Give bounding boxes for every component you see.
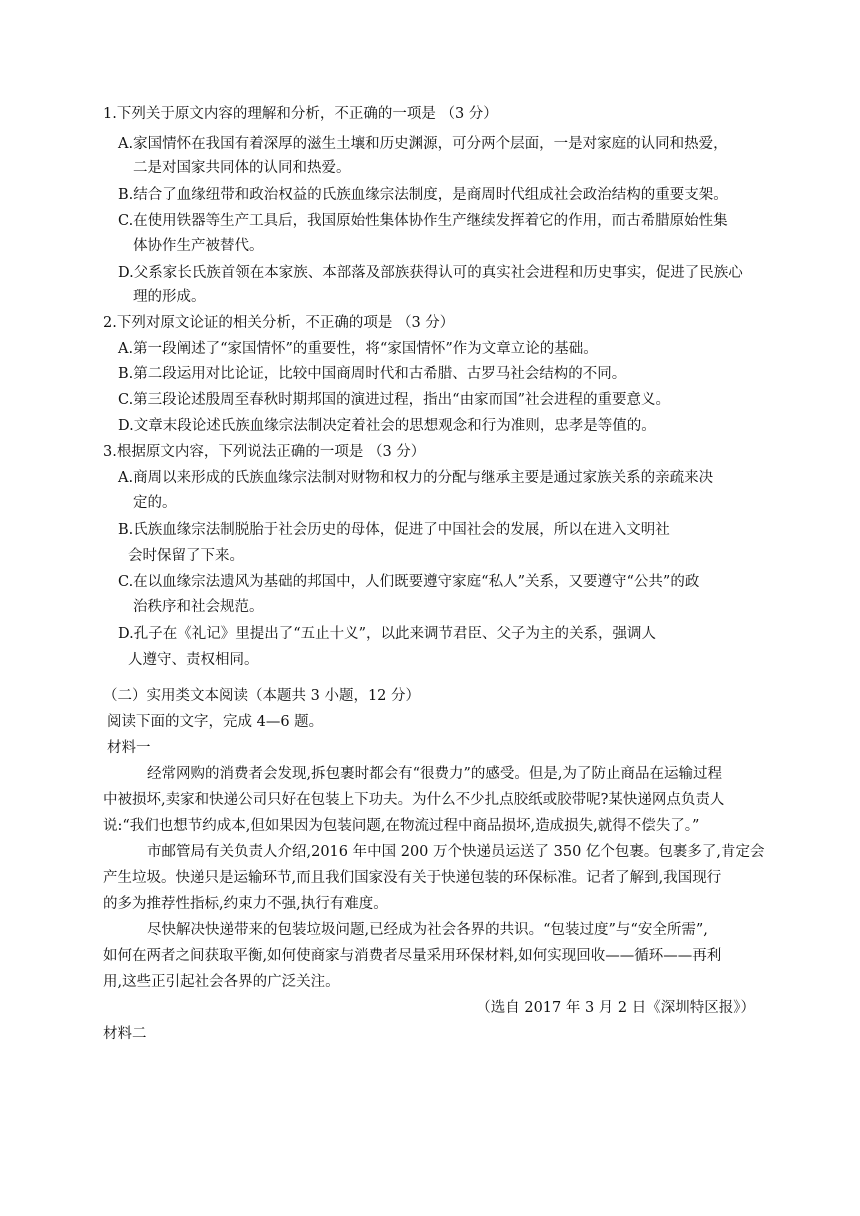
question-2-stem: 2.下列对原文论证的相关分析，不正确的项是 （3 分） (103, 315, 455, 331)
q1-option-a-line1: A.家国情怀在我国有着深厚的滋生土壤和历史渊源，可分两个层面，一是对家庭的认同和热爱， (118, 136, 728, 152)
q3-option-b-line1: B.氏族血缘宗法制脱胎于社会历史的母体，促进了中国社会的发展，所以在进入文明社 (118, 522, 670, 538)
q3-option-b-line2: 会时保留了下来。 (128, 548, 244, 564)
q1-option-a-line2: 二是对国家共同体的认同和热爱。 (133, 160, 351, 176)
section-instruction: 阅读下面的文字，完成 4—6 题。 (107, 714, 324, 730)
paragraph-1-line2: 中被损坏,卖家和快递公司只好在包装上下功夫。为什么不少扎点胶纸或胶带呢?某快递网点负责人 (103, 792, 725, 808)
q2-option-c: C.第三段论述殷周至春秋时期邦国的演进过程，指出“由家而国”社会进程的重要意义。 (118, 392, 671, 408)
material-1-label: 材料一 (107, 740, 151, 756)
paragraph-3-line1: 尽快解决快递带来的包装垃圾问题,已经成为社会各界的共识。“包装过度”与“安全所需”, (147, 922, 708, 938)
q1-option-b: B.结合了血缘纽带和政治权益的氏族血缘宗法制度，是商周时代组成社会政治结构的重要支架。 (118, 187, 728, 203)
q2-option-a: A.第一段阐述了“家国情怀”的重要性，将“家国情怀”作为文章立论的基础。 (118, 341, 598, 357)
paragraph-1-line3: 说:“我们也想节约成本,但如果因为包装问题,在物流过程中商品损坏,造成损失,就得不偿失了。” (103, 818, 700, 834)
material-2-label: 材料二 (103, 1026, 147, 1042)
section-heading: （二）实用类文本阅读（本题共 3 小题，12 分） (103, 688, 421, 704)
q1-option-c-line2: 体协作生产被替代。 (133, 238, 264, 254)
q2-option-b: B.第二段运用对比论证，比较中国商周时代和古希腊、古罗马社会结构的不同。 (118, 366, 627, 382)
paragraph-2-line2: 产生垃圾。快递只是运输环节,而且我们国家没有关于快递包装的环保标准。记者了解到,我国现行 (103, 870, 722, 886)
q3-option-c-line1: C.在以血缘宗法遗风为基础的邦国中，人们既要遵守家庭“私人”关系，又要遵守“公共”的政 (118, 574, 700, 590)
paragraph-3-line2: 如何在两者之间获取平衡,如何使商家与消费者尽量采用环保材料,如何实现回收——循环——再利 (103, 948, 722, 964)
q3-option-d-line1: D.孔子在《礼记》里提出了“五止十义”，以此来调节君臣、父子为主的关系，强调人 (118, 626, 657, 642)
q2-option-d: D.文章末段论述氏族血缘宗法制决定着社会的思想观念和行为准则，忠孝是等值的。 (118, 418, 656, 434)
paragraph-3-line3: 用,这些正引起社会各界的广泛关注。 (103, 974, 340, 990)
q1-option-c-line1: C.在使用铁器等生产工具后，我国原始性集体协作生产继续发挥着它的作用，而古希腊原始性集 (118, 213, 728, 229)
question-3-stem: 3.根据原文内容，下列说法正确的一项是 （3 分） (103, 444, 426, 460)
q3-option-a-line2: 定的。 (133, 495, 177, 511)
q3-option-d-line2: 人遵守、责权相同。 (128, 652, 259, 668)
source-citation: （选自 2017 年 3 月 2 日《深圳特区报》） (476, 1000, 755, 1016)
paragraph-1-line1: 经常网购的消费者会发现,拆包裹时都会有“很费力”的感受。但是,为了防止商品在运输过程 (147, 766, 723, 782)
paragraph-2-line3: 的多为推荐性指标,约束力不强,执行有难度。 (103, 896, 388, 912)
q1-option-d-line1: D.父系家长氏族首领在本家族、本部落及部族获得认可的真实社会进程和历史事实，促进了民族心 (118, 265, 743, 281)
q3-option-a-line1: A.商周以来形成的氏族血缘宗法制对财物和权力的分配与继承主要是通过家族关系的亲疏来决 (118, 470, 714, 486)
q3-option-c-line2: 治秩序和社会规范。 (133, 599, 264, 615)
q1-option-d-line2: 理的形成。 (133, 289, 206, 305)
question-1-stem: 1.下列关于原文内容的理解和分析，不正确的一项是 （3 分） (103, 106, 498, 122)
paragraph-2-line1: 市邮管局有关负责人介绍,2016 年中国 200 万个快递员运送了 350 亿个包裹。包裹多了,肯定会 (147, 844, 765, 860)
